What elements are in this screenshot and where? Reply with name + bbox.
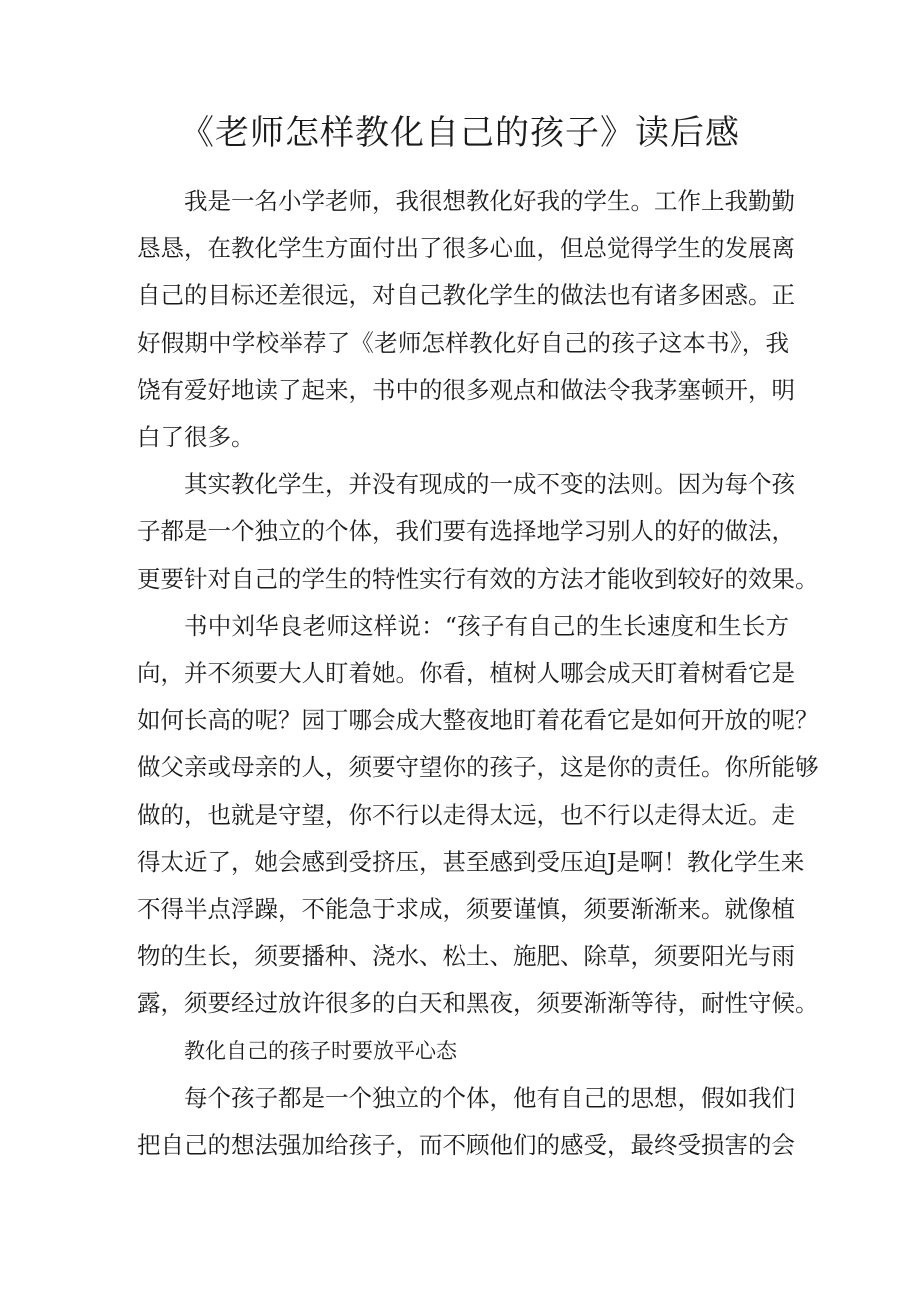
document-body [137, 178, 819, 1169]
section-heading: 教化自己的孩子时要放平心态 [184, 1038, 457, 1063]
paragraph-line: 我是一名小学老师，我很想教化好我的学生。工作上我勤勤 [184, 187, 795, 215]
document-title: 《老师怎样教化自己的孩子》读后感 [180, 113, 740, 153]
paragraph-line: 物的生长，须要播种、浇水、松土、施肥、除草，须要阳光与雨 [137, 942, 795, 971]
paragraph-3 [137, 603, 819, 1028]
paragraph-line: 每个孩子都是一个独立的个体，他有自己的思想，假如我们 [184, 1083, 795, 1112]
paragraph-line: 做的，也就是守望，你不行以走得太远，也不行以走得太近。走 [137, 800, 795, 829]
paragraph-line: 自己的目标还差很远，对自己教化学生的做法也有诸多困惑。正 [137, 281, 795, 310]
paragraph-4 [137, 1075, 795, 1169]
paragraph-line: 不得半点浮躁，不能急于求成，须要谨慎，须要渐渐来。就像植 [137, 895, 795, 924]
paragraph-line: 更要针对自己的学生的特性实行有效的方法才能收到较好的效果。 [137, 564, 819, 593]
paragraph-line: 白了很多。 [137, 423, 255, 452]
paragraph-line: 书中刘华良老师这样说：“孩子有自己的生长速度和生长方 [184, 611, 789, 640]
paragraph-line: 得太近了，她会感到受挤压，甚至感到受压迫J是啊！教化学生来 [137, 847, 805, 876]
paragraph-line: 饶有爱好地读了起来，书中的很多观点和做法令我茅塞顿开，明 [137, 375, 795, 404]
paragraph-line: 把自己的想法强加给孩子，而不顾他们的感受，最终受损害的会 [137, 1131, 795, 1160]
paragraph-line: 如何长高的呢？园丁哪会成大整夜地盯着花看它是如何开放的呢？ [137, 706, 819, 735]
paragraph-1 [137, 178, 795, 461]
paragraph-2 [137, 461, 819, 603]
paragraph-line: 好假期中学校举荐了《老师怎样教化好自己的孩子这本书》，我 [137, 328, 789, 357]
paragraph-line: 做父亲或母亲的人，须要守望你的孩子，这是你的责任。你所能够 [137, 753, 819, 782]
paragraph-line: 子都是一个独立的个体，我们要有选择地学习别人的好的做法， [137, 517, 795, 546]
paragraph-line: 恳恳，在教化学生方面付出了很多心血，但总觉得学生的发展离 [137, 234, 795, 263]
paragraph-line: 露，须要经过放许很多的白天和黑夜，须要渐渐等待，耐性守候。 [137, 989, 819, 1018]
paragraph-line: 其实教化学生，并没有现成的一成不变的法则。因为每个孩 [184, 470, 795, 499]
paragraph-line: 向，并不须要大人盯着她。你看，植树人哪会成天盯着树看它是 [137, 659, 795, 688]
